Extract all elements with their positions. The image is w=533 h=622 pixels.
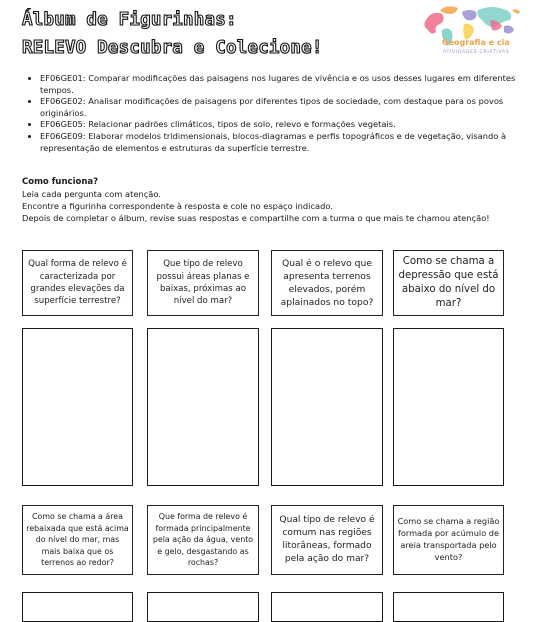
album-title [22,6,323,62]
sticker-space[interactable] [393,328,504,486]
question-text: Que tipo de relevo possui áreas planas e baixas, próximas ao nível do mar? [156,259,250,307]
how-it-works-text [22,188,512,224]
question-card [22,250,133,316]
question-text: Qual forma de relevo é caracterizada por grandes elevações da superfície terrestre? [28,259,127,307]
sticker-space[interactable] [22,328,133,486]
question-card [393,250,504,316]
question-text: Como se chama a região formada por acúmulo de areia transportada pelo vento? [397,516,500,562]
skill-item: • EF06GE01: Comparar modificações das paisagens nos lugares de vivência e os usos desses lugares em diferentes tempos. [40,73,520,96]
how-it-works-heading: Como funciona? [22,177,99,187]
title-line-2: RELEVO Descubra e Colecione! [22,38,323,58]
sticker-space[interactable] [271,328,383,486]
skill-item: • EF06GE09: Elaborar modelos tridimensionais, blocos-diagramas e perfis topográficos e de vegetação, visando à representação de elementos e estruturas da superfície terrestre. [40,131,520,154]
question-text: Como se chama a área rebaixada que está acima do nível do mar, mas mais baixa que os terrenos ao redor? [26,512,129,568]
logo-tagline: ATIVIDADES CRIATIVAS [443,50,510,55]
question-card [147,250,259,316]
instruction-line: Depois de completar o álbum, revise suas respostas e compartilhe com a turma o que mais te chamou atenção! [22,213,490,224]
question-card [393,505,504,575]
question-text: Qual tipo de relevo é comum nas regiões litorâneas, formado pela ação do mar? [279,515,375,564]
question-card [271,505,383,575]
question-text: Qual é o relevo que apresenta terrenos elevados, porém aplainados no topo? [280,258,374,308]
question-card [147,505,259,575]
question-text: Que forma de relevo é formada principalmente pela ação da água, vento e gelo, desgastando as rochas? [152,512,254,568]
question-text: Como se chama a depressão que está abaixo do nível do mar? [398,256,499,309]
sticker-space[interactable] [22,592,133,622]
skills-list [22,73,520,154]
title-line-1: Álbum de Figurinhas: [22,10,237,30]
sticker-space[interactable] [147,592,259,622]
skill-item: • EF06GE02: Analisar modificações de paisagens por diferentes tipos de sociedade, com destaque para os povos originários. [40,96,520,119]
brand-logo [418,4,530,62]
sticker-space[interactable] [271,592,383,622]
instruction-line: Encontre a figurinha correspondente à resposta e cole no espaço indicado. [22,201,333,212]
skill-item: • EF06GE05: Relacionar padrões climáticos, tipos de solo, relevo e formações vegetais. [40,119,520,131]
question-card [271,250,383,316]
sticker-space[interactable] [393,592,504,622]
instruction-line: Leia cada pergunta com atenção. [22,189,161,199]
logo-name: Geografia e cia [442,38,510,47]
question-card [22,505,133,575]
sticker-space[interactable] [147,328,259,486]
